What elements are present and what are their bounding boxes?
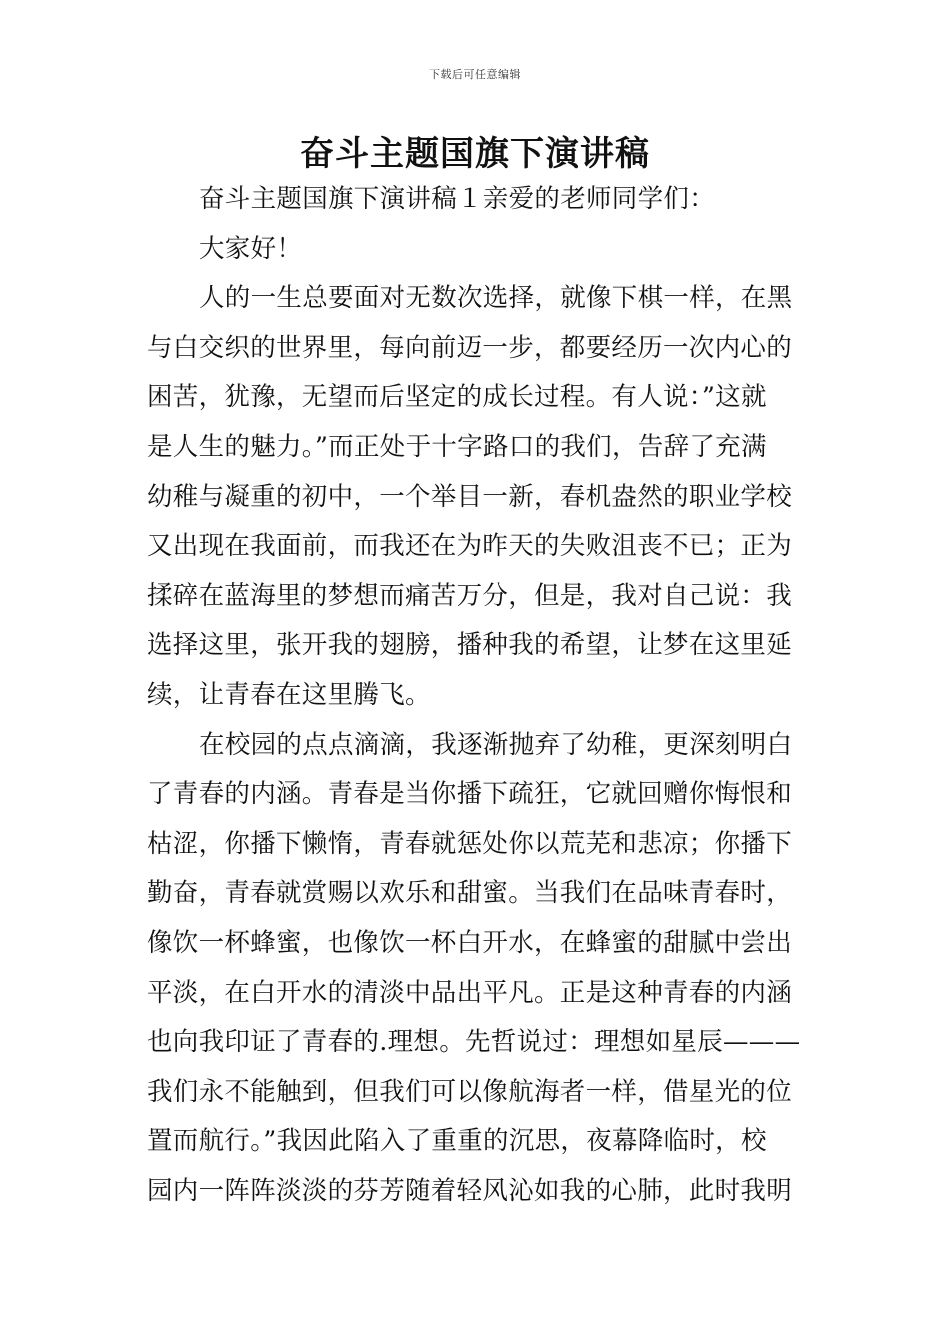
- body-text-line: 续，让青春在这里腾飞。: [147, 679, 431, 710]
- body-text-line: 又出现在我面前，而我还在为昨天的失败沮丧不已；正为: [147, 531, 793, 562]
- body-text-line: 园内一阵阵淡淡的芬芳随着轻风沁如我的心肺，此时我明: [147, 1175, 793, 1206]
- body-text-line: 奋斗主题国旗下演讲稿１亲爱的老师同学们：: [199, 184, 716, 214]
- body-text-line: 平淡，在白开水的清淡中品出平凡。正是这种青春的内涵: [147, 977, 793, 1008]
- body-text-line: 大家好！: [199, 233, 303, 264]
- body-text-line: 幼稚与凝重的初中，一个举目一新，春机盎然的职业学校: [147, 481, 793, 512]
- body-text-line: 人的一生总要面对无数次选择，就像下棋一样，在黑: [199, 283, 793, 314]
- body-text-line: 困苦，犹豫，无望而后坚定的成长过程。有人说：”这就: [147, 382, 767, 413]
- body-text-line: 置而航行。”我因此陷入了重重的沉思，夜幕降临时，校: [147, 1126, 767, 1157]
- body-text-line: 揉碎在蓝海里的梦想而痛苦万分，但是，我对自己说：我: [147, 580, 793, 611]
- body-text-line: 勤奋，青春就赏赐以欢乐和甜蜜。当我们在品味青春时，: [147, 878, 793, 909]
- body-text-line: 与白交织的世界里，每向前迈一步，都要经历一次内心的: [147, 332, 793, 363]
- body-text-line: 像饮一杯蜂蜜，也像饮一杯白开水，在蜂蜜的甜腻中尝出: [147, 927, 793, 958]
- body-text-line: 枯涩，你播下懒惰，青春就惩处你以荒芜和悲凉；你播下: [147, 828, 793, 859]
- body-text-line: 我们永不能触到，但我们可以像航海者一样，借星光的位: [147, 1076, 793, 1107]
- body-text-line: 也向我印证了青春的.理想。先哲说过：理想如星辰———: [147, 1027, 801, 1058]
- document-body: [147, 175, 807, 1216]
- body-text-line: 在校园的点点滴滴，我逐渐抛弃了幼稚，更深刻明白: [199, 729, 793, 760]
- body-text-line: 了青春的内涵。青春是当你播下疏狂，它就回赠你悔恨和: [147, 779, 793, 810]
- document-title: 奋斗主题国旗下演讲稿: [300, 134, 650, 174]
- header-note: 下载后可任意编辑: [429, 68, 521, 81]
- body-text-line: 选择这里，张开我的翅膀，播种我的希望，让梦在这里延: [147, 630, 793, 661]
- body-text-line: 是人生的魅力。”而正处于十字路口的我们，告辞了充满: [147, 431, 767, 462]
